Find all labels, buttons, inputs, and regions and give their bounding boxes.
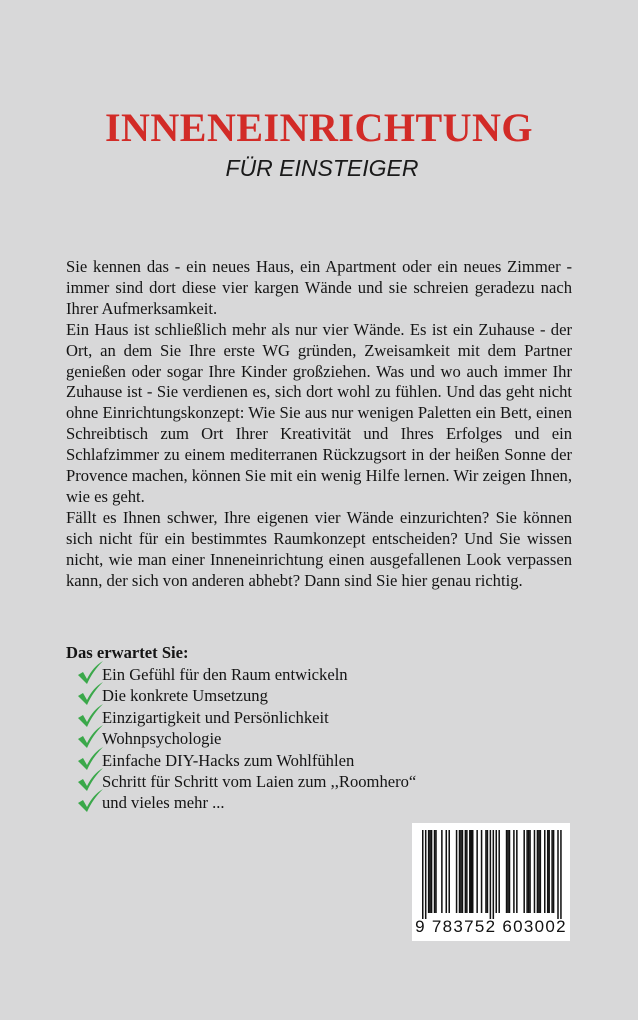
barcode-bar xyxy=(460,830,462,913)
barcode-bar xyxy=(448,830,450,913)
barcode-bar xyxy=(557,830,559,919)
barcode-bar xyxy=(465,830,467,913)
feature-item xyxy=(66,771,466,792)
barcode-bar xyxy=(435,830,437,913)
barcode-bar xyxy=(551,830,553,913)
book-subtitle: FÜR EINSTEIGER xyxy=(225,155,419,181)
barcode-bar xyxy=(540,830,542,913)
blurb-paragraph-1: Sie kennen das - ein neues Haus, ein Apartment oder ein neues Zimmer - immer sind dort diese vier kargen Wände und sie schreien geradezu nach Ihrer Aufmerksamkeit. xyxy=(66,257,572,318)
barcode-bar xyxy=(459,830,461,913)
barcode-bar xyxy=(466,830,468,913)
barcode-bar xyxy=(547,830,549,913)
feature-label: Die konkrete Umsetzung xyxy=(102,686,268,706)
barcode-bar xyxy=(498,830,500,913)
features-section xyxy=(66,642,466,814)
barcode-bar xyxy=(528,830,530,913)
barcode-bar xyxy=(513,830,515,913)
barcode-bar xyxy=(456,830,458,913)
feature-label: Einfache DIY-Hacks zum Wohlfühlen xyxy=(102,750,355,770)
feature-item xyxy=(66,685,466,706)
barcode-bar xyxy=(560,830,562,919)
blurb xyxy=(66,257,572,592)
features-heading: Das erwartet Sie: xyxy=(66,643,189,662)
barcode-bar xyxy=(534,830,536,913)
blurb-paragraph-2: Ein Haus ist schließlich mehr als nur vier Wände. Es ist ein Zuhause - der Ort, an dem Sie Ihre erste WG gründen, Zweisamkeit mit dem Partner genießen oder sogar Ihre Kinder großziehen. Was und wo auch immer Ihr Zuhause ist - Sie verdienen es, sich dort wohl zu fühlen. Und das geht nicht ohne Einrichtungskonzept: Wie Sie aus nur wenigen Paletten ein Bett, einen Schreibtisch zum Ort Ihrer Kreativität und Ihres Erfolges und ein Schlafzimmer zu einem mediterranen Rückzugsort in der heißen Sonne der Provence machen, können Sie mit ein wenig Hilfe lernen. Wir zeigen Ihnen, wie es geht. xyxy=(66,319,572,506)
book-title: INNENEINRICHTUNG xyxy=(104,105,534,150)
barcode-bar xyxy=(471,830,473,913)
features-list xyxy=(66,664,466,814)
barcode-bar xyxy=(544,830,546,913)
feature-item xyxy=(66,664,466,685)
feature-item xyxy=(66,792,466,813)
feature-label: Schritt für Schritt vom Laien zum ,,Roomhero“ xyxy=(102,771,417,791)
barcode-bar xyxy=(548,830,550,913)
feature-label: Wohnpsychologie xyxy=(102,729,222,749)
barcode-bar xyxy=(422,830,424,919)
barcode-bar xyxy=(441,830,443,913)
barcode-bar xyxy=(506,830,508,913)
barcode-bar xyxy=(462,830,464,913)
feature-label: Ein Gefühl für den Raum entwickeln xyxy=(102,665,348,684)
barcode-bar xyxy=(446,830,448,913)
barcode-bar xyxy=(538,830,540,913)
feature-label: Einzigartigkeit und Persönlichkeit xyxy=(102,707,329,727)
barcode-bar xyxy=(434,830,436,913)
barcode-bar xyxy=(523,830,525,913)
feature-item xyxy=(66,750,466,771)
isbn-barcode xyxy=(412,823,570,941)
isbn-number: 9 783752 603002 xyxy=(415,917,567,936)
barcode-bar xyxy=(526,830,528,913)
barcode-bar xyxy=(529,830,531,913)
barcode-bar xyxy=(493,830,495,919)
barcode-bar xyxy=(425,830,427,919)
feature-item xyxy=(66,707,466,728)
barcode-bar xyxy=(537,830,539,913)
feature-item xyxy=(66,728,466,749)
barcode-bar xyxy=(469,830,471,913)
barcode-bar xyxy=(472,830,474,913)
feature-label: und vieles mehr ... xyxy=(102,793,225,813)
barcode-bar xyxy=(481,830,483,913)
barcode-bar xyxy=(490,830,492,919)
barcode-bar xyxy=(509,830,511,913)
barcode-bar xyxy=(485,830,487,913)
barcode-bar xyxy=(507,830,509,913)
barcode-bar xyxy=(431,830,433,913)
barcode-bar xyxy=(516,830,518,913)
barcode-bar xyxy=(496,830,498,913)
barcode-bar xyxy=(428,830,430,913)
barcode-bar xyxy=(476,830,478,913)
barcode-bar xyxy=(487,830,489,913)
barcode-bar xyxy=(553,830,555,913)
blurb-paragraph-3: Fällt es Ihnen schwer, Ihre eigenen vier Wände einzurichten? Sie können sich nicht für ein bestimmtes Raumkonzept entscheiden? Und Sie wissen nicht, wie man einer Inneneinrichtung einen ausgefallenen Look verpassen kann, der sich von anderen abhebt? Dann sind Sie hier genau richtig. xyxy=(66,507,572,590)
barcode-bar xyxy=(429,830,431,913)
green-checkmark-icon xyxy=(76,788,104,814)
